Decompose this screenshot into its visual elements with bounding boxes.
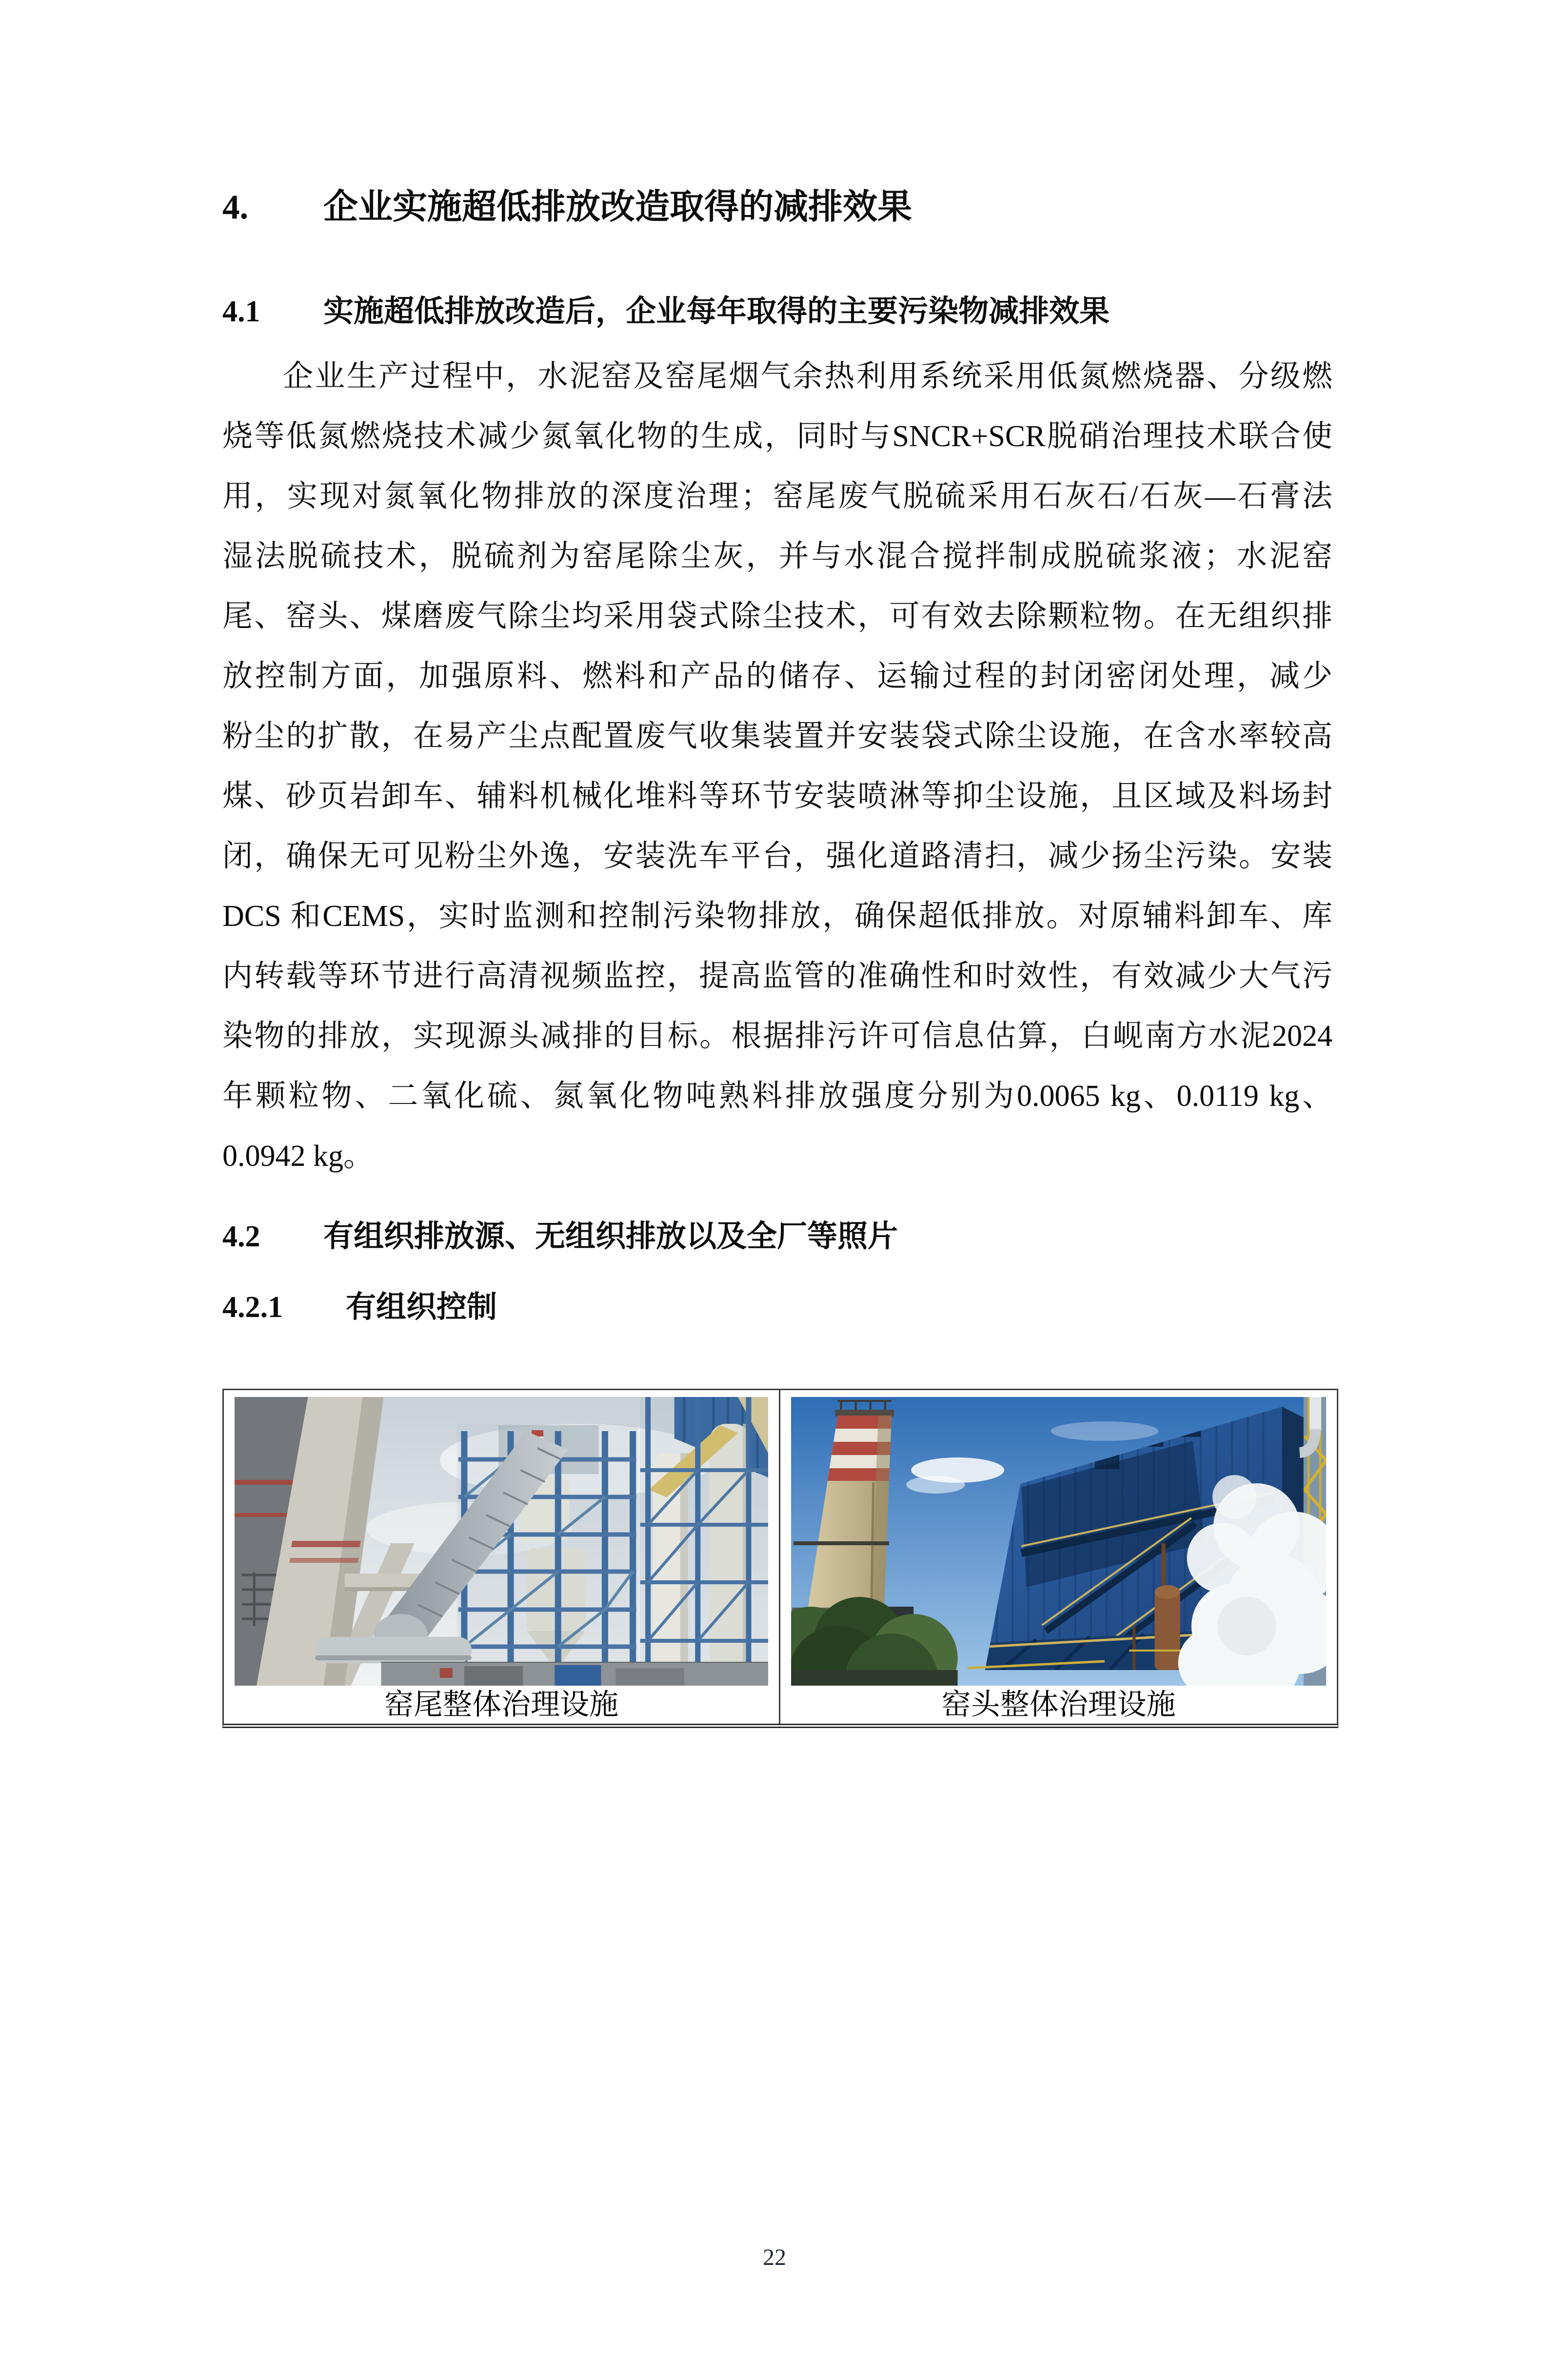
section-heading-4-2 [222, 1221, 1332, 1252]
document-page [0, 190, 1549, 2380]
section-title: 有组织排放源、无组织排放以及全厂等照片 [323, 1220, 898, 1253]
page-number: 22 [763, 2244, 786, 2270]
figure-caption-kiln-tail: 窑尾整体治理设施 [384, 1689, 618, 1721]
section-title: 实施超低排放改造后，企业每年取得的主要污染物减排效果 [323, 295, 1110, 328]
body-paragraph [222, 347, 1332, 1186]
section-title: 企业实施超低排放改造取得的减排效果 [323, 188, 913, 226]
kiln-head-facility-photo [791, 1397, 1326, 1686]
section-heading-4-2-1 [222, 1292, 1332, 1322]
paragraph-line: 年颗粒物、二氧化硫、氮氧化物吨熟料排放强度分别为0.0065 kg、0.0119 kg、 [222, 1080, 1332, 1113]
paragraph-line: DCS 和CEMS，实时监测和控制污染物排放，确保超低排放。对原辅料卸车、库 [222, 900, 1332, 933]
section-title: 有组织控制 [346, 1291, 497, 1324]
section-number: 4.1 [222, 295, 260, 328]
paragraph-line: 内转载等环节进行高清视频监控，提高监管的准确性和时效性，有效减少大气污 [222, 960, 1332, 993]
section-number: 4.2 [222, 1220, 260, 1253]
figure-cell-kiln-head [780, 1390, 1337, 1724]
paragraph-line: 尾、窑头、煤磨废气除尘均采用袋式除尘技术，可有效去除颗粒物。在无组织排 [222, 600, 1332, 633]
kiln-tail-facility-photo [235, 1397, 768, 1686]
paragraph-line: 放控制方面，加强原料、燃料和产品的储存、运输过程的封闭密闭处理，减少 [222, 660, 1332, 693]
section-heading-4 [222, 190, 1332, 225]
paragraph-line: 湿法脱硫技术，脱硫剂为窑尾除尘灰，并与水混合搅拌制成脱硫浆液；水泥窑 [222, 540, 1332, 573]
paragraph-line: 用，实现对氮氧化物排放的深度治理；窑尾废气脱硫采用石灰石/石灰—石膏法 [222, 480, 1332, 513]
figure-caption-kiln-head: 窑头整体治理设施 [941, 1689, 1176, 1721]
paragraph-line: 闭，确保无可见粉尘外逸，安装洗车平台，强化道路清扫，减少扬尘污染。安装 [222, 840, 1332, 873]
section-number: 4.2.1 [222, 1291, 283, 1324]
page-content [222, 190, 1332, 1728]
paragraph-line: 煤、砂页岩卸车、辅料机械化堆料等环节安装喷淋等抑尘设施，且区域及料场封 [222, 780, 1332, 813]
section-heading-4-1 [222, 296, 1332, 327]
paragraph-line: 企业生产过程中，水泥窑及窑尾烟气余热利用系统采用低氮燃烧器、分级燃 [283, 360, 1332, 393]
section-number: 4. [222, 188, 249, 226]
paragraph-line: 0.0942 kg。 [222, 1140, 374, 1173]
figure-cell-kiln-tail [224, 1390, 780, 1724]
paragraph-line: 烧等低氮燃烧技术减少氮氧化物的生成，同时与SNCR+SCR脱硝治理技术联合使 [222, 420, 1332, 453]
paragraph-line: 粉尘的扩散，在易产尘点配置废气收集装置并安装袋式除尘设施，在含水率较高 [222, 720, 1332, 753]
figure-table [222, 1389, 1338, 1728]
paragraph-line: 染物的排放，实现源头减排的目标。根据排污许可信息估算，白岘南方水泥2024 [222, 1020, 1332, 1053]
